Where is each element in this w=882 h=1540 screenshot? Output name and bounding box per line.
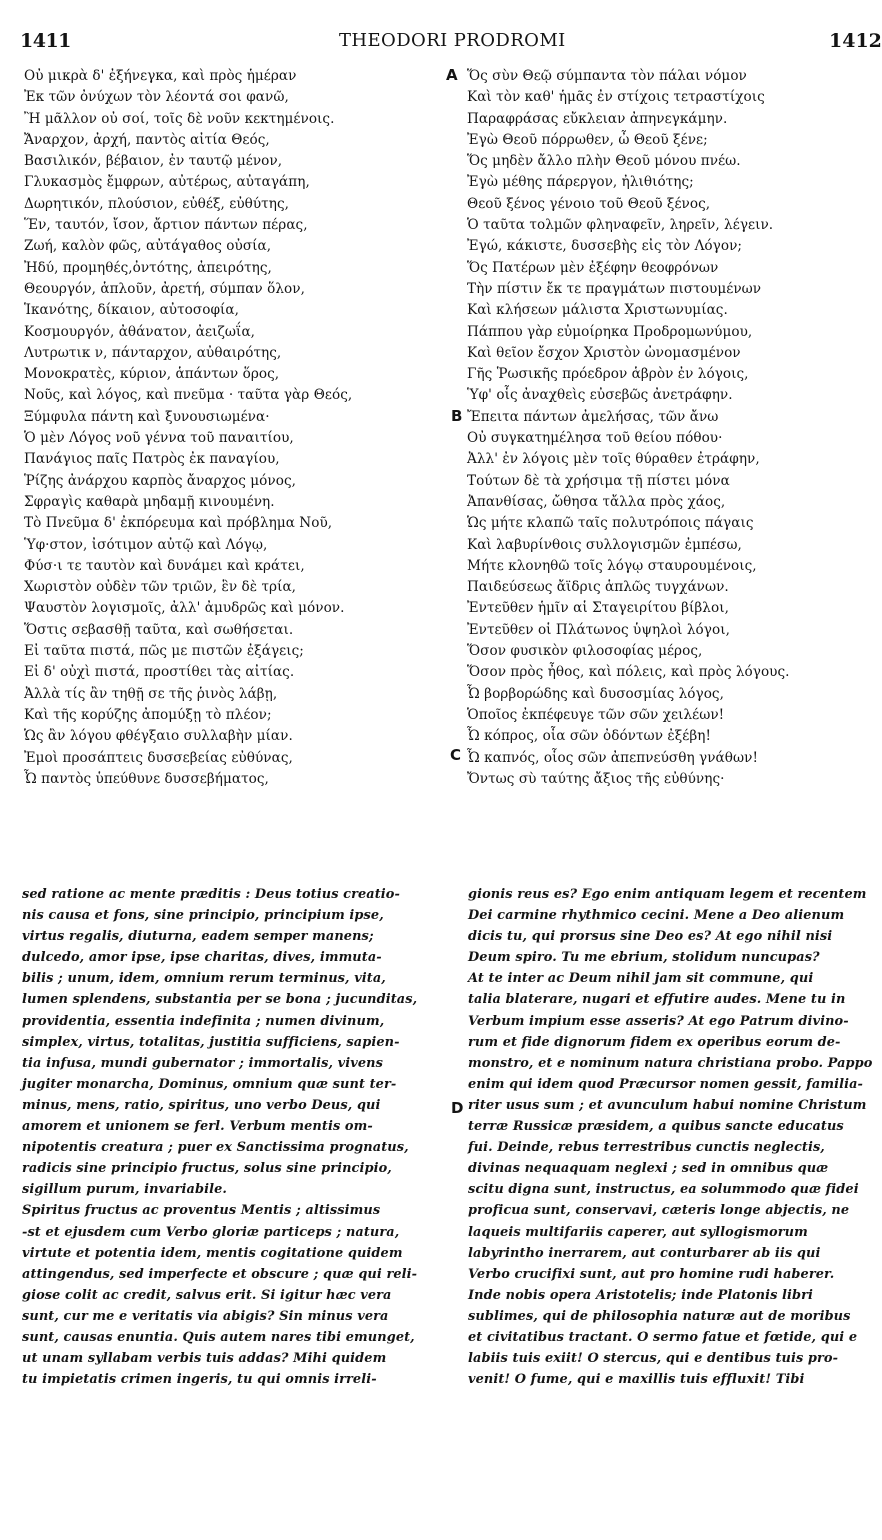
latin-text-line: -st et ejusdem cum Verbo gloriæ particeps ; natura, (22, 1224, 400, 1240)
latin-text-line: virtute et potentia idem, mentis cogitatione quidem (22, 1245, 403, 1261)
latin-text-line: venit! O fume, qui e maxillis tuis effluxit! Tibi (468, 1372, 805, 1388)
greek-verse-line: Ἐγώ, κάκιστε, δυσσεβὴς εἰς τὸν Λόγον; (467, 238, 743, 255)
greek-verse-line: Ὅσον φυσικὸν φιλοσοφίας μέρος, (467, 643, 703, 660)
latin-text-line: radicis sine principio fructus, solus sine principio, (22, 1161, 392, 1177)
greek-verse-line: Καὶ τῆς κορύζης ἀπομύξῃ τὸ πλέον; (24, 706, 272, 723)
greek-verse-line: Καὶ κλήσεων μάλιστα Χριστωνυμίας. (467, 302, 728, 319)
latin-text-line: providentia, essentia indefinita ; numen divinum, (22, 1013, 385, 1029)
margin-marker-c: C (450, 746, 462, 764)
latin-text-line: giose colit ac credit, salvus erit. Si igitur hæc vera (22, 1287, 392, 1303)
greek-verse-line: Τὸ Πνεῦμα δ' ἐκπόρευμα καὶ πρόβλημα Νοῦ, (24, 515, 333, 532)
greek-verse-line: Ἐντεῦθεν ἡμῖν αἱ Σταγειρίτου βίβλοι, (467, 600, 729, 617)
greek-verse-line: Ἐκ τῶν ὀνύχων τὸν λέοντά σοι φανῶ, (24, 89, 289, 106)
greek-verse-line: Μήτε κλονηθῶ τοῖς λόγῳ σταυρουμένοις, (467, 557, 757, 574)
greek-verse-line: Ὅσον πρὸς ἦθος, καὶ πόλεις, καὶ πρὸς λόγους. (467, 664, 790, 681)
greek-verse-left-column (24, 66, 416, 790)
greek-verse-line: Ἢ μᾶλλον οὐ σοί, τοῖς δὲ νοῦν κεκτημένοις. (24, 110, 335, 127)
greek-verse-line: Οὐ μικρὰ δ' ἐξήνεγκα, καὶ πρὸς ἡμέραν (24, 68, 297, 84)
greek-verse-line: Δωρητικόν, πλούσιον, εὐθέξ, εὐθύτης, (24, 195, 289, 212)
latin-text-line: tu impietatis crimen ingeris, tu qui omnis irreli- (22, 1372, 377, 1388)
latin-text-line: bilis ; unum, idem, omnium rerum terminus, vita, (22, 971, 386, 987)
greek-verse-line: Ἀλλ' ἐν λόγοις μὲν τοῖς θύραθεν ἐτράφην, (467, 451, 760, 468)
greek-verse-line: Ὑφ·στον, ἰσότιμον αὐτῷ καὶ Λόγῳ, (24, 536, 268, 553)
latin-text-line: Dei carmine rhythmico cecini. Mene a Deo alienum (468, 908, 845, 924)
greek-verse-line: Καὶ τὸν καθ' ἡμᾶς ἐν στίχοις τετραστίχοις (467, 89, 765, 106)
latin-text-line: jugiter monarcha, Dominus, omnium quæ sunt ter- (22, 1076, 397, 1092)
greek-verse-line: Καὶ θεῖον ἔσχον Χριστὸν ὠνομασμένον (467, 344, 741, 361)
greek-verse-line: Ῥίζης ἀνάρχου καρπὸς ἄναρχος μόνος, (24, 472, 296, 489)
margin-marker-b: B (451, 407, 463, 425)
greek-verse-line: Ὦ καπνός, οἷος σῶν ἀπεπνεύσθη γνάθων! (467, 749, 758, 766)
latin-text-line: sunt, cur me e veritatis via abigis? Sin minus vera (22, 1308, 389, 1324)
latin-translation-right-column (468, 884, 873, 1390)
page-header (0, 30, 882, 56)
latin-text-line: simplex, virtus, totalitas, justitia sufficiens, sapien- (22, 1034, 400, 1050)
latin-text-line: dulcedo, amor ipse, ipse charitas, dives, immuta- (22, 950, 382, 966)
latin-text-line: sigillum purum, invariabile. (22, 1182, 227, 1198)
greek-verse-line: Ἐγὼ μέθης πάρεργον, ἠλιθιότης; (467, 174, 694, 191)
latin-text-line: sunt, causas enuntia. Quis autem nares tibi emunget, (22, 1329, 415, 1345)
greek-verse-line: Παραφράσας εὔκλειαν ἀπηνεγκάμην. (467, 110, 728, 127)
latin-text-line: proficua sunt, conservavi, cæteris longe abjectis, ne (468, 1203, 850, 1219)
greek-verse-line: Ἔπειτα πάντων ἀμελήσας, τῶν ἄνω (467, 408, 719, 425)
greek-verse-line: Ἄναρχον, ἀρχή, παντὸς αἰτία Θεός, (24, 131, 270, 148)
latin-text-line: gionis reus es? Ego enim antiquam legem et recentem (468, 887, 867, 902)
latin-text-line: riter usus sum ; et avunculum habui nomine Christum (468, 1097, 867, 1113)
greek-verse-line: Εἰ δ' οὐχὶ πιστά, προστίθει τὰς αἰτίας. (24, 664, 295, 681)
page-number-right: 1412 (829, 30, 882, 52)
greek-verse-line: Θεοῦ ξένος γένοιο τοῦ Θεοῦ ξένος, (467, 195, 711, 212)
greek-verse-right-column (467, 66, 867, 790)
greek-verse-line: Ὑφ' οἷς ἀναχθεὶς εὐσεβῶς ἀνετράφην. (467, 387, 733, 404)
greek-verse-line: Πανάγιος παῖς Πατρὸς ἐκ παναγίου, (24, 451, 280, 468)
greek-verse-line: Οὐ συγκατημέλησα τοῦ θείου πόθου· (467, 430, 723, 447)
latin-translation-left-column (22, 884, 428, 1390)
margin-marker-d: D (451, 1099, 464, 1117)
latin-text-line: scitu digna sunt, instructus, ea solummodo quæ fidei (468, 1182, 859, 1198)
greek-verse-line: Λυτρωτικ ν, πάνταρχον, αὐθαιρότης, (24, 344, 282, 361)
greek-verse-line: Ἱκανότης, δίκαιον, αὐτοσοφία, (24, 302, 240, 319)
latin-text-line: monstro, et e nominum natura christiana probo. Pappo (468, 1055, 873, 1071)
latin-text-line: attingendus, sed imperfecte et obscure ; quæ qui reli- (22, 1266, 418, 1282)
greek-verse-line: Ὅς σὺν Θεῷ σύμπαντα τὸν πάλαι νόμον (467, 68, 747, 84)
greek-verse-line: Ὡς ἂν λόγου φθέγξαιο συλλαβὴν μίαν. (24, 728, 293, 745)
greek-verse-line: Ψαυστὸν λογισμοῖς, ἀλλ' ἀμυδρῶς καὶ μόνον. (24, 600, 345, 617)
latin-text-line: virtus regalis, diuturna, eadem semper manens; (22, 929, 374, 945)
latin-text-line: Verbum impium esse asseris? At ego Patrum divino- (468, 1013, 849, 1029)
greek-verse-line: Ἀπανθίσας, ὤθησα τἄλλα πρὸς χάος, (467, 493, 726, 510)
latin-text-line: Verbo crucifixi sunt, aut pro homine rudi haberer. (468, 1266, 835, 1282)
greek-verse-line: Ἐγὼ Θεοῦ πόρρωθεν, ὦ Θεοῦ ξένε; (467, 131, 708, 148)
greek-verse-line: Ὅς μηδὲν ἄλλο πλὴν Θεοῦ μόνου πνέω. (467, 153, 741, 170)
latin-text-line: Spiritus fructus ac proventus Mentis ; altissimus (22, 1203, 381, 1219)
running-title: THEODORI PRODROMI (339, 30, 566, 51)
greek-verse-line: Ἕν, ταυτόν, ἴσον, ἄρτιον πάντων πέρας, (24, 217, 308, 234)
greek-verse-line: Σφραγὶς καθαρὰ μηδαμῇ κινουμένη. (24, 493, 275, 510)
latin-text-line: fui. Deinde, rebus terrestribus cunctis neglectis, (468, 1140, 825, 1156)
latin-text-line: sublimes, qui de philosophia naturæ aut de moribus (468, 1308, 851, 1324)
greek-verse-line: Ὁ μὲν Λόγος νοῦ γέννα τοῦ παναιτίου, (24, 430, 294, 447)
latin-text-line: tia infusa, mundi gubernator ; immortalis, vivens (22, 1055, 383, 1071)
latin-text-line: rum et fide dignorum fidem ex operibus eorum de- (468, 1034, 841, 1050)
latin-text-line: labyrintho inerrarem, aut conturbarer ab iis qui (468, 1245, 821, 1261)
greek-verse-line: Βασιλικόν, βέβαιον, ἐν ταυτῷ μένον, (24, 153, 283, 170)
latin-text-line: labiis tuis exiit! O stercus, qui e dentibus tuis pro- (468, 1351, 839, 1367)
greek-verse-line: Ὁ ταῦτα τολμῶν φληναφεῖν, ληρεῖν, λέγειν. (467, 217, 774, 234)
latin-text-line: Inde nobis opera Aristotelis; inde Platonis libri (468, 1287, 814, 1303)
greek-verse-line: Γῆς Ῥωσικῆς πρόεδρον ἁβρὸν ἐν λόγοις, (467, 366, 749, 383)
greek-verse-line: Ὦ παντὸς ὑπεύθυνε δυσσεβήματος, (24, 770, 269, 787)
greek-verse-line: Εἰ ταῦτα πιστά, πῶς με πιστῶν ἐξάγεις; (24, 643, 304, 660)
latin-text-line: nis causa et fons, sine principio, principium ipse, (22, 908, 384, 924)
latin-text-line: At te inter ac Deum nihil jam sit commune, qui (468, 971, 814, 987)
greek-verse-line: Παιδεύσεως ἄϊδρις ἁπλῶς τυγχάνων. (467, 579, 729, 596)
greek-verse-line: Ὦ βορβορώδης καὶ δυσοσμίας λόγος, (467, 685, 724, 702)
latin-text-line: divinas nequaquam neglexi ; sed in omnibus quæ (468, 1161, 829, 1177)
latin-text-line: et civitatibus tractant. O sermo fatue et fœtide, qui e (468, 1329, 858, 1345)
latin-text-line: terræ Russicæ præsidem, a quibus sancte educatus (468, 1119, 844, 1135)
latin-text-line: dicis tu, qui prorsus sine Deo es? At ego nihil nisi (468, 929, 833, 945)
greek-verse-line: Ὅστις σεβασθῇ ταῦτα, καὶ σωθήσεται. (24, 621, 294, 638)
greek-verse-line: Τούτων δὲ τὰ χρήσιμα τῇ πίστει μόνα (467, 472, 730, 489)
greek-verse-line: Ἐντεῦθεν οἱ Πλάτωνος ὑψηλοὶ λόγοι, (467, 621, 730, 638)
latin-text-line: laqueis multifariis caperer, aut syllogismorum (468, 1224, 808, 1240)
page-number-left: 1411 (20, 30, 71, 52)
latin-text-line: nipotentis creatura ; puer ex Sanctissima prognatus, (22, 1140, 409, 1156)
greek-verse-line: Καὶ λαβυρίνθοις συλλογισμῶν ἐμπέσω, (467, 536, 742, 553)
greek-verse-line: Ἀλλὰ τίς ἂν τηθῇ σε τῆς ῥινὸς λάβῃ, (24, 685, 278, 702)
latin-text-line: Deum spiro. Tu me ebrium, stolidum nuncupas? (468, 950, 820, 966)
latin-text-line: enim qui idem quod Præcursor nomen gessit, familia- (468, 1076, 863, 1092)
greek-verse-line: Ξύμφυλα πάντη καὶ ξυνουσιωμένα· (24, 408, 270, 425)
greek-verse-line: Πάππου γὰρ εὐμοίρηκα Προδρομωνύμου, (467, 323, 753, 340)
greek-verse-line: Ἠδύ, προμηθές,ὀντότης, ἀπειρότης, (24, 259, 272, 276)
greek-verse-line: Θεουργόν, ἁπλοῦν, ἀρετή, σύμπαν ὅλον, (24, 280, 305, 297)
greek-verse-line: Ὅς Πατέρων μὲν ἐξέφην θεοφρόνων (467, 259, 719, 276)
latin-text-line: minus, mens, ratio, spiritus, uno verbo Deus, qui (22, 1097, 381, 1113)
margin-marker-a: A (446, 66, 458, 84)
latin-text-line: talia blaterare, nugari et effutire audes. Mene tu in (468, 992, 846, 1008)
greek-verse-line: Ὡς μήτε κλαπῶ ταῖς πολυτρόποις πάγαις (467, 515, 754, 532)
greek-verse-line: Μονοκρατὲς, κύριον, ἁπάντων ὅρος, (24, 366, 280, 383)
greek-verse-line: Ὦ κόπρος, οἷα σῶν ὀδόντων ἐξέβη! (467, 728, 711, 745)
greek-verse-line: Τὴν πίστιν ἔκ τε πραγμάτων πιστουμένων (467, 280, 762, 297)
greek-verse-line: Ὄντως σὺ ταύτης ἄξιος τῆς εὐθύνης· (467, 770, 725, 787)
greek-verse-line: Φύσ·ι τε ταυτὸν καὶ δυνάμει καὶ κράτει, (24, 557, 305, 574)
greek-verse-line: Ὁποῖος ἐκπέφευγε τῶν σῶν χειλέων! (467, 706, 725, 723)
greek-verse-line: Ζωή, καλὸν φῶς, αὐτάγαθος οὐσία, (24, 238, 272, 255)
latin-text-line: lumen splendens, substantia per se bona ; jucunditas, (22, 992, 418, 1008)
latin-text-line: sed ratione ac mente præditis : Deus totius creatio- (22, 887, 400, 902)
greek-verse-line: Νοῦς, καὶ λόγος, καὶ πνεῦμα · ταῦτα γὰρ Θεός, (24, 387, 353, 404)
latin-text-line: ut unam syllabam verbis tuis addas? Mihi quidem (22, 1351, 387, 1367)
latin-text-line: amorem et unionem se ferl. Verbum mentis om- (22, 1119, 373, 1135)
greek-verse-line: Κοσμουργόν, ἀθάνατον, ἀειζωΐα, (24, 323, 256, 340)
greek-verse-line: Γλυκασμὸς ἔμφρων, αὐτέρως, αὐταγάπη, (24, 174, 310, 191)
greek-verse-line: Χωριστὸν οὐδὲν τῶν τριῶν, ἓν δὲ τρία, (24, 579, 297, 596)
greek-verse-line: Ἐμοὶ προσάπτεις δυσσεβείας εὐθύνας, (24, 749, 293, 766)
